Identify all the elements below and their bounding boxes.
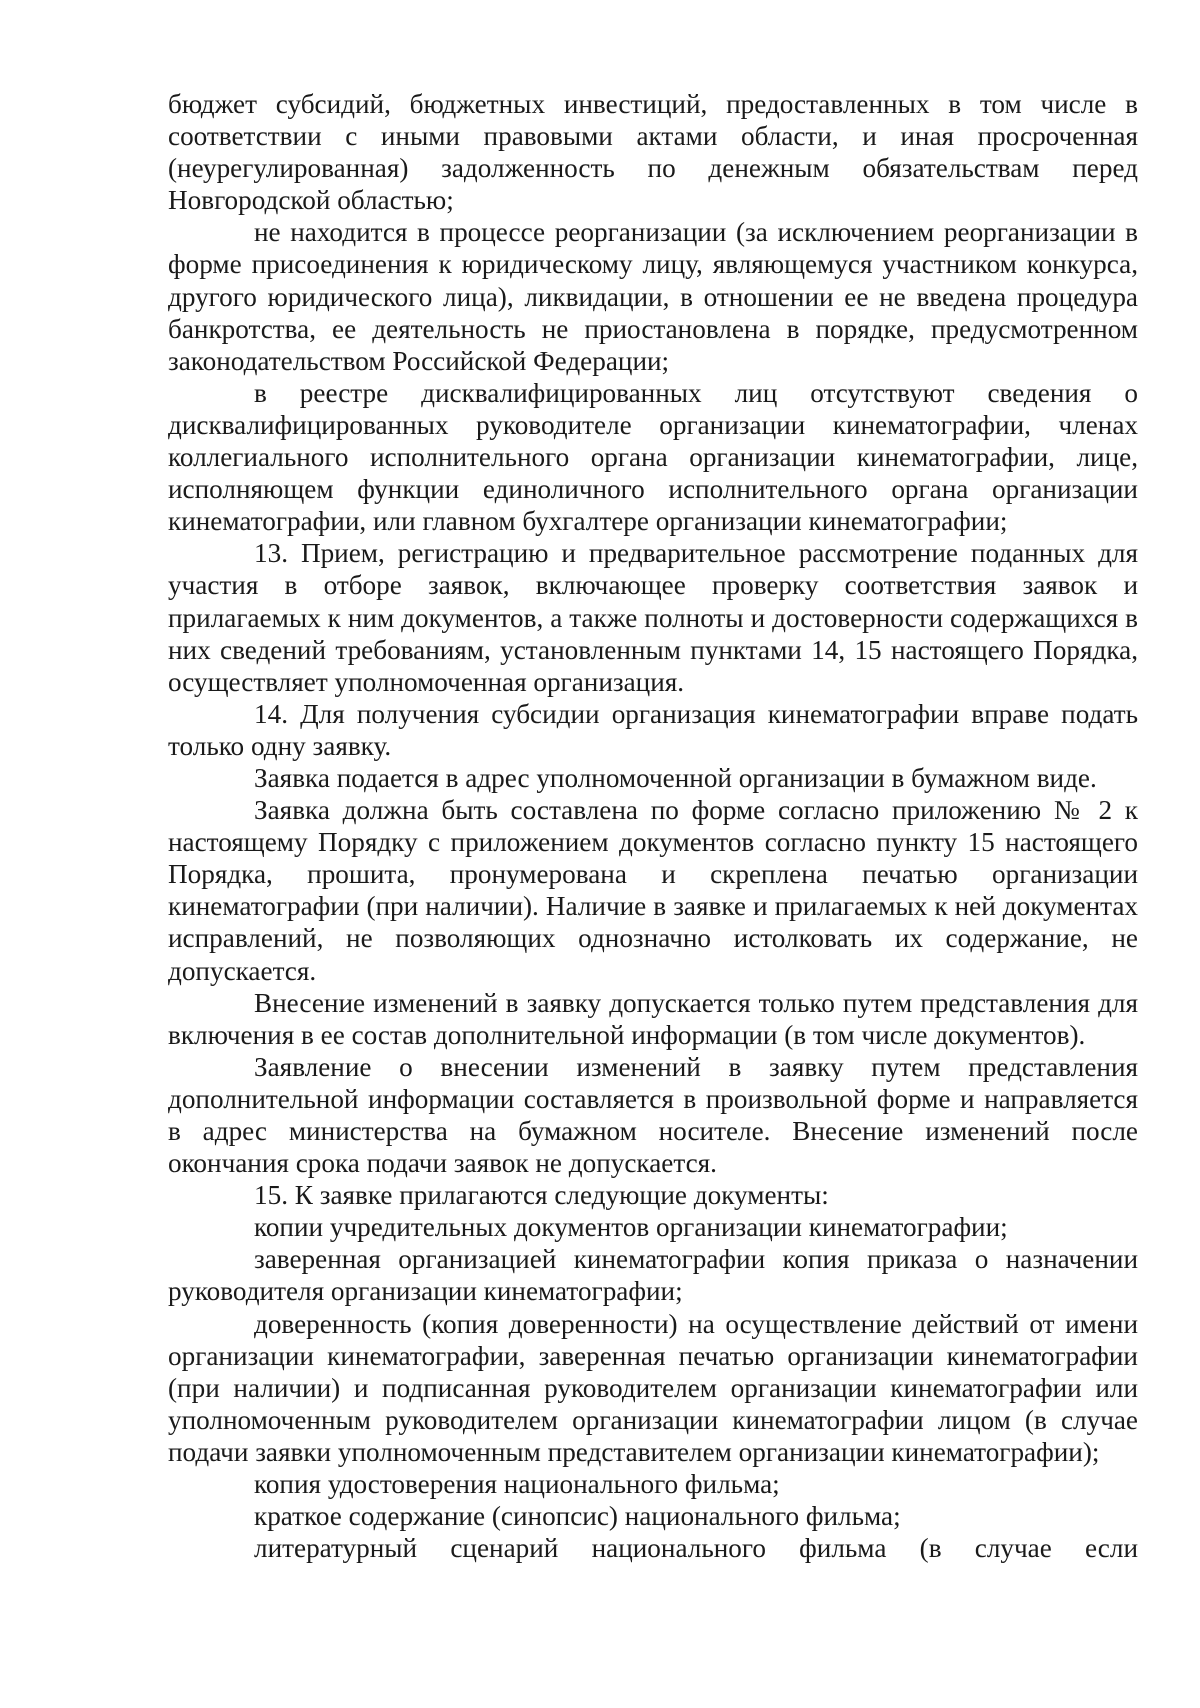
paragraph-application-form-requirements: Заявка должна быть составлена по форме согласно приложению № 2 к настоящему Порядку с приложением документов согласно пункту 15 настоящего Порядка, прошита, пронумерована и скреплена печатью организации кинематографии (при наличии). Наличие в заявке и прилагаемых к ней документах исправлений, не позволяющих однозначно истолковать их содержание, не допускается. [168,795,1138,986]
list-item-national-film-certificate: копия удостоверения национального фильма; [254,1469,780,1500]
paragraph-item-13: 13. Прием, регистрацию и предварительное рассмотрение поданных для участия в отборе заявок, включающее проверку соответствия заявок и прилагаемых к ним документов, а также полноты и достоверности содержащихся в них сведений требованиям, установленным пунктами 14, 15 настоящего Порядка, осуществляет уполномоченная организация. [168,538,1138,697]
paragraph-debt-continuation: бюджет субсидий, бюджетных инвестиций, предоставленных в том числе в соответствии с иными правовыми актами области, и иная просроченная (неурегулированная) задолженность по денежным обязательствам перед Новгородской областью; [168,89,1138,216]
list-item-appointment-order: заверенная организацией кинематографии копия приказа о назначении руководителя организации кинематографии; [168,1244,1138,1307]
list-item-synopsis: краткое содержание (синопсис) национального фильма; [254,1501,901,1532]
paragraph-no-reorganization: не находится в процессе реорганизации (за исключением реорганизации в форме присоединения к юридическому лицу, являющемуся участником конкурса, другого юридического лица), ликвидации, в отношении ее не введена процедура банкротства, ее деятельность не приостановлена в порядке, предусмотренном законодательством Российской Федерации; [168,217,1138,376]
list-item-power-of-attorney: доверенность (копия доверенности) на осуществление действий от имени организации кинематографии, заверенная печатью организации кинематографии (при наличии) и подписанная руководителем организации кинематографии или уполномоченным руководителем организации кинематографии лицом (в случае подачи заявки уполномоченным представителем организации кинематографии); [168,1308,1138,1467]
paragraph-item-14: 14. Для получения субсидии организация кинематографии вправе подать только одну заявку. [168,698,1138,761]
list-item-screenplay: литературный сценарий национального фильма (в случае если [254,1533,1138,1564]
paragraph-application-changes: Внесение изменений в заявку допускается только путем представления для включения в ее состав дополнительной информации (в том числе документов). [168,987,1138,1050]
paragraph-application-paper-form: Заявка подается в адрес уполномоченной организации в бумажном виде. [254,762,1097,793]
paragraph-change-statement: Заявление о внесении изменений в заявку путем представления дополнительной информации составляется в произвольной форме и направляется в адрес министерства на бумажном носителе. Внесение изменений после окончания срока подачи заявок не допускается. [168,1051,1138,1179]
document-page [168,88,1138,1564]
paragraph-disqualified-registry: в реестре дисквалифицированных лиц отсутствуют сведения о дисквалифицированных руководителе организации кинематографии, членах коллегиального исполнительного органа организации кинематографии, лице, исполняющем функции единоличного исполнительного органа организации кинематографии, или главном бухгалтере организации кинематографии; [168,377,1138,537]
list-item-founding-documents: копии учредительных документов организации кинематографии; [254,1212,1008,1243]
paragraph-item-15: 15. К заявке прилагаются следующие документы: [254,1180,829,1211]
